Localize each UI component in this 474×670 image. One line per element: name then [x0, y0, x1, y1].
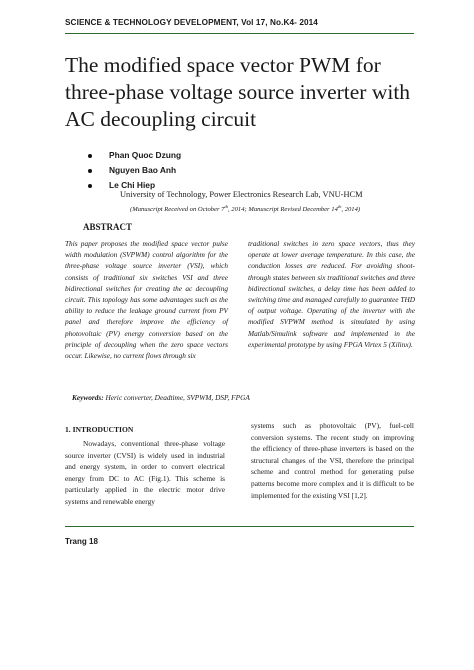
abstract-heading: ABSTRACT: [83, 222, 133, 232]
intro-right-column: systems such as photovoltaic (PV), fuel-cell conversion systems. The recent study on improving the efficiency of three-phase inverters is based on the structural changes of the VSI, therefore the principal scheme and control method for generating pulse patterns become more complex and it is difficult to be implemented for the existing VSI [1,2].: [251, 421, 414, 500]
revised-sup: th: [337, 203, 342, 209]
keywords-label: Keywords:: [72, 393, 104, 402]
paper-title: The modified space vector PWM for three-phase voltage source inverter with AC decoupling circuit: [65, 53, 411, 131]
abstract-right-column: traditional switches in zero space vectors, thus they operate at lower average temperature. In this case, the conduction losses are reduced. For avoiding shoot-through states between six traditional switches and three bidirectional switches, a delay time has been added to switching time and managed carefully to guarantee THD of output voltage. Operating of the inverter with the modified SVPWM method is simulated by using Matlab/Simulink software and implemented in the experimental prototype by using FPGA Virtex 5 (Xilinx).: [248, 239, 415, 349]
received-sup: th: [224, 203, 228, 209]
bullet-icon: [88, 169, 92, 173]
intro-left-column: Nowadays, conventional three-phase voltage source inverter (CVSI) is widely used in industrial and energy system, in order to convert electrical energy from DC to AC (Fig.1). This scheme is particularly applied in the electric motor drive systems and renewable energy: [65, 439, 225, 506]
page-number: Trang 18: [65, 537, 98, 546]
keywords: [72, 393, 250, 402]
manuscript-suffix: , 2014): [341, 206, 361, 213]
header-rule: [65, 33, 414, 34]
bullet-icon: [88, 154, 92, 158]
journal-header: SCIENCE & TECHNOLOGY DEVELOPMENT, Vol 17, No.K4- 2014: [65, 18, 318, 27]
author-name: Nguyen Bao Anh: [109, 165, 177, 175]
affiliation: University of Technology, Power Electronics Research Lab, VNU-HCM: [120, 190, 363, 199]
abstract-left-column: This paper proposes the modified space vector pulse width modulation (SVPWM) control algorithm for the three-phase voltage source inverter (VSI), which consists of traditional six switches VSI and three bidirectional switches for creating the ac decoupling circuit. This topology has some advantages such as the ability to reduce the leakage ground current from PV panel and therefore improve the efficiency of photovoltaic (PV) energy conversion based on the principle of decoupling when the zero space vectors occur. Likewise, no current flows through six: [65, 239, 228, 361]
bullet-icon: [88, 184, 92, 188]
keywords-text: Heric converter, Deadtime, SVPWM, DSP, FPGA: [103, 393, 250, 402]
manuscript-received: (Manuscript Received on October 7: [130, 206, 225, 213]
section-heading: 1. INTRODUCTION: [65, 425, 134, 434]
manuscript-dates: [130, 203, 361, 213]
author-item: [88, 163, 181, 178]
manuscript-revised: , 2014; Manuscript Revised December 14: [228, 206, 338, 213]
author-name: Phan Quoc Dzung: [109, 150, 182, 160]
author-name: Le Chi Hiep: [109, 180, 156, 190]
footer-rule: [65, 526, 414, 527]
author-list: [88, 148, 181, 193]
author-item: [88, 148, 181, 163]
